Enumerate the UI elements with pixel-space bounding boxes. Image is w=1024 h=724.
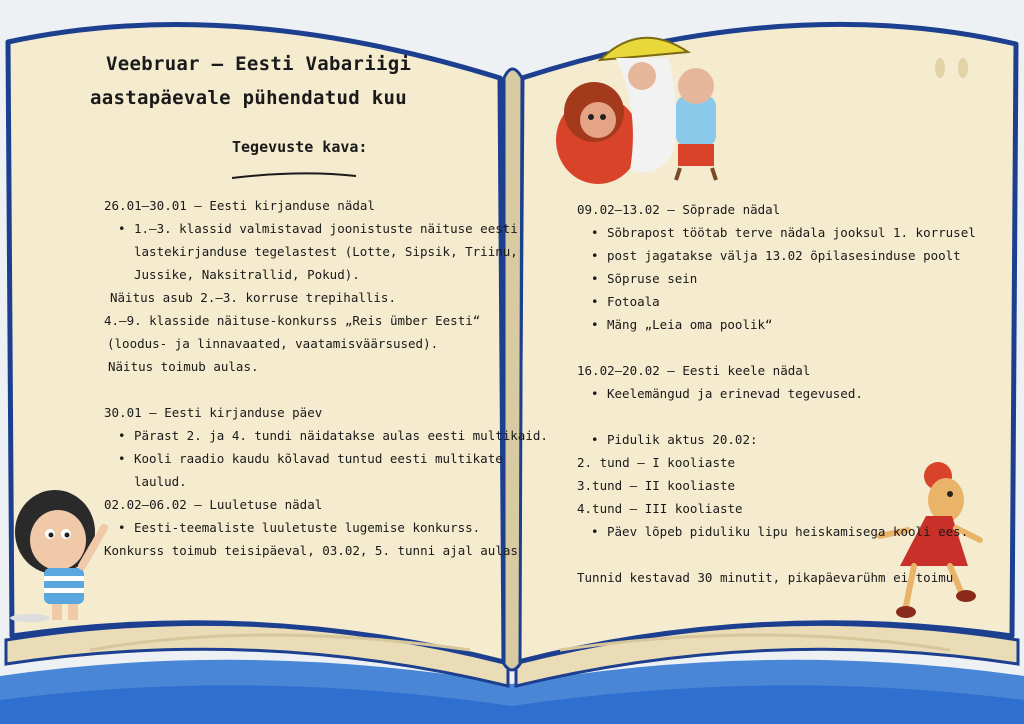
week1-bullet1-line1: • 1.–3. klassid valmistavad joonistuste näituse eesti [134,221,518,236]
list-item [577,382,976,405]
week3-item: Sõpruse sein [607,271,698,286]
week2-list [104,516,548,539]
list-item [104,217,548,286]
week3-item: Fotoala [607,294,660,309]
week3-item: Sõbrapost töötab terve nädala jooksul 1. korrusel [607,225,976,240]
list-item [577,267,976,290]
party-list-2 [577,520,976,543]
week3-item: post jagatakse välja 13.02 õpilasesinduse poolt [607,248,961,263]
party-bullet: Pidulik aktus 20.02: [607,432,758,447]
day-bullet1: Pärast 2. ja 4. tundi näidatakse aulas eesti multikaid. [134,428,548,443]
week1-bullet1-line3: Jussike, Naksitrallid, Pokud). [134,267,360,282]
activity-plan-subtitle: Tegevuste kava: [232,138,368,156]
week2-heading: 02.02–06.02 – Luuletuse nädal [104,497,323,512]
party-line2: 3.tund – II kooliaste [577,478,736,493]
list-item [104,424,548,447]
week1-bullet1-line2: lastekirjanduse tegelastest (Lotte, Sipsik, Triinu, [134,244,518,259]
day-bullet2-line2: laulud. [134,474,187,489]
list-item [577,221,976,244]
footer-note: Tunnid kestavad 30 minutit, pikapäevarühm ei toimu [577,570,954,585]
week1-heading: 26.01–30.01 – Eesti kirjanduse nädal [104,198,375,213]
party-line1: 2. tund – I kooliaste [577,455,736,470]
list-item [577,313,976,336]
week3-heading: 09.02–13.02 – Sõprade nädal [577,202,781,217]
week3-item: Mäng „Leia oma poolik“ [607,317,773,332]
week1-note1: Näitus asub 2.–3. korruse trepihallis. [110,290,396,305]
week1-note4: Näitus toimub aulas. [108,359,259,374]
week1-note2: 4.–9. klasside näituse-konkurss „Reis ümber Eesti“ [104,313,481,328]
party-line3: 4.tund – III kooliaste [577,501,743,516]
week4-heading: 16.02–20.02 – Eesti keele nädal [577,363,811,378]
party-bullet2: Päev lõpeb piduliku lipu heiskamisega kooli ees. [607,524,969,539]
week1-list [104,217,548,286]
day-bullet2-line1: • Kooli raadio kaudu kõlavad tuntud eesti multikate [134,451,503,466]
day-list [104,424,548,493]
list-item [577,244,976,267]
week3-list [577,221,976,336]
list-item [577,520,976,543]
list-item [577,290,976,313]
right-page-content [577,198,976,589]
week4-list [577,382,976,405]
list-item [104,516,548,539]
week1-note3: (loodus- ja linnavaated, vaatamisväärsused). [107,336,439,351]
left-page-content [104,194,548,562]
page-title-line2: aastapäevale pühendatud kuu [90,87,407,109]
page-title-line1: Veebruar – Eesti Vabariigi [106,53,412,75]
list-item [104,447,548,493]
day-heading: 30.01 – Eesti kirjanduse päev [104,405,323,420]
week2-note: Konkurss toimub teisipäeval, 03.02, 5. tunni ajal aulas [104,543,518,558]
party-list [577,428,976,451]
week4-bullet1: Keelemängud ja erinevad tegevused. [607,386,863,401]
week2-bullet1: Eesti-teemaliste luuletuste lugemise konkurss. [134,520,481,535]
list-item [577,428,976,451]
